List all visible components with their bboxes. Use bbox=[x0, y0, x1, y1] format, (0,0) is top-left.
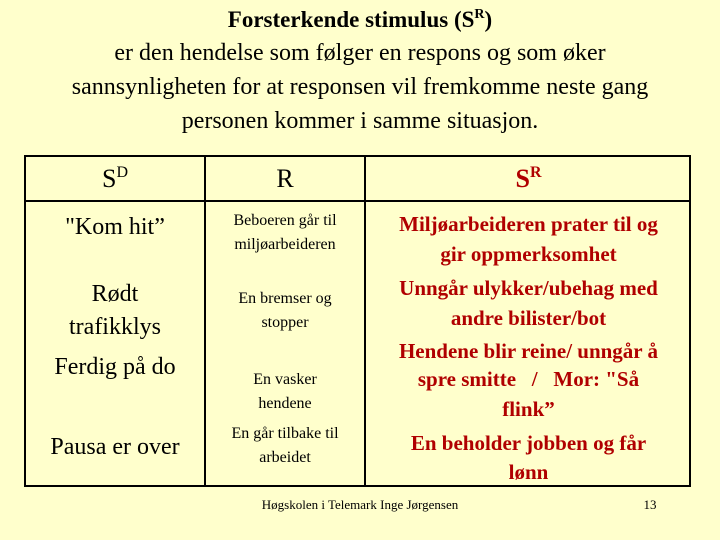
sd-cell-line: "Kom hit” bbox=[65, 214, 165, 240]
r-cell-line: Beboeren går til bbox=[233, 212, 337, 229]
r-cell-line: En bremser og bbox=[238, 290, 332, 307]
header-sr: $S^R$ bbox=[515, 164, 542, 193]
sr-cell-line: Hendene blir reine/ unngår å bbox=[398, 339, 659, 363]
r-cell-line: miljøarbeideren bbox=[234, 236, 336, 253]
sd-cell-line: trafikklys bbox=[69, 314, 161, 340]
page-number: 13 bbox=[643, 497, 657, 512]
sr-cell-line: gir oppmerksomhet bbox=[440, 242, 617, 266]
sd-cell-line: Ferdig på do bbox=[54, 354, 176, 380]
definition-text: er den hendelse som følger en respons og som øker sannsynligheten for at responsen vil fremkomme neste gang personen kommer i samme situasjon. bbox=[71, 40, 649, 134]
sr-cell-line: Miljøarbeideren prater til og bbox=[399, 212, 658, 236]
sd-cell-line: Rødt bbox=[91, 281, 139, 307]
r-cell-line: arbeidet bbox=[259, 449, 311, 466]
header-divider bbox=[26, 200, 689, 202]
sr-cell-line: spre smitte / Mor: "Så bbox=[417, 367, 640, 391]
footer-author: Høgskolen i Telemark Inge Jørgensen bbox=[261, 497, 459, 512]
slide-title bbox=[0, 6, 720, 34]
r-cell-line: hendene bbox=[258, 395, 312, 412]
title-superscript: R bbox=[474, 7, 485, 22]
sr-cell-line: flink” bbox=[502, 397, 555, 421]
r-cell-line: stopper bbox=[261, 314, 309, 331]
stimulus-response-table bbox=[24, 155, 691, 487]
sr-cell-line: En beholder jobben og får bbox=[410, 431, 647, 455]
sr-cell-line: Unngår ulykker/ubehag med bbox=[399, 276, 658, 300]
header-r: R bbox=[276, 164, 294, 193]
sr-cell-line: andre bilister/bot bbox=[450, 306, 607, 330]
r-cell-line: En vasker bbox=[253, 371, 317, 388]
title-text: Forsterkende stimulus (S bbox=[227, 7, 475, 32]
r-cell-line: En går tilbake til bbox=[231, 425, 339, 442]
header-sd: $S^D$ bbox=[101, 164, 129, 193]
sr-cell-line: lønn bbox=[508, 460, 549, 484]
title-close: ) bbox=[484, 7, 493, 32]
sd-cell-line: Pausa er over bbox=[50, 434, 180, 460]
